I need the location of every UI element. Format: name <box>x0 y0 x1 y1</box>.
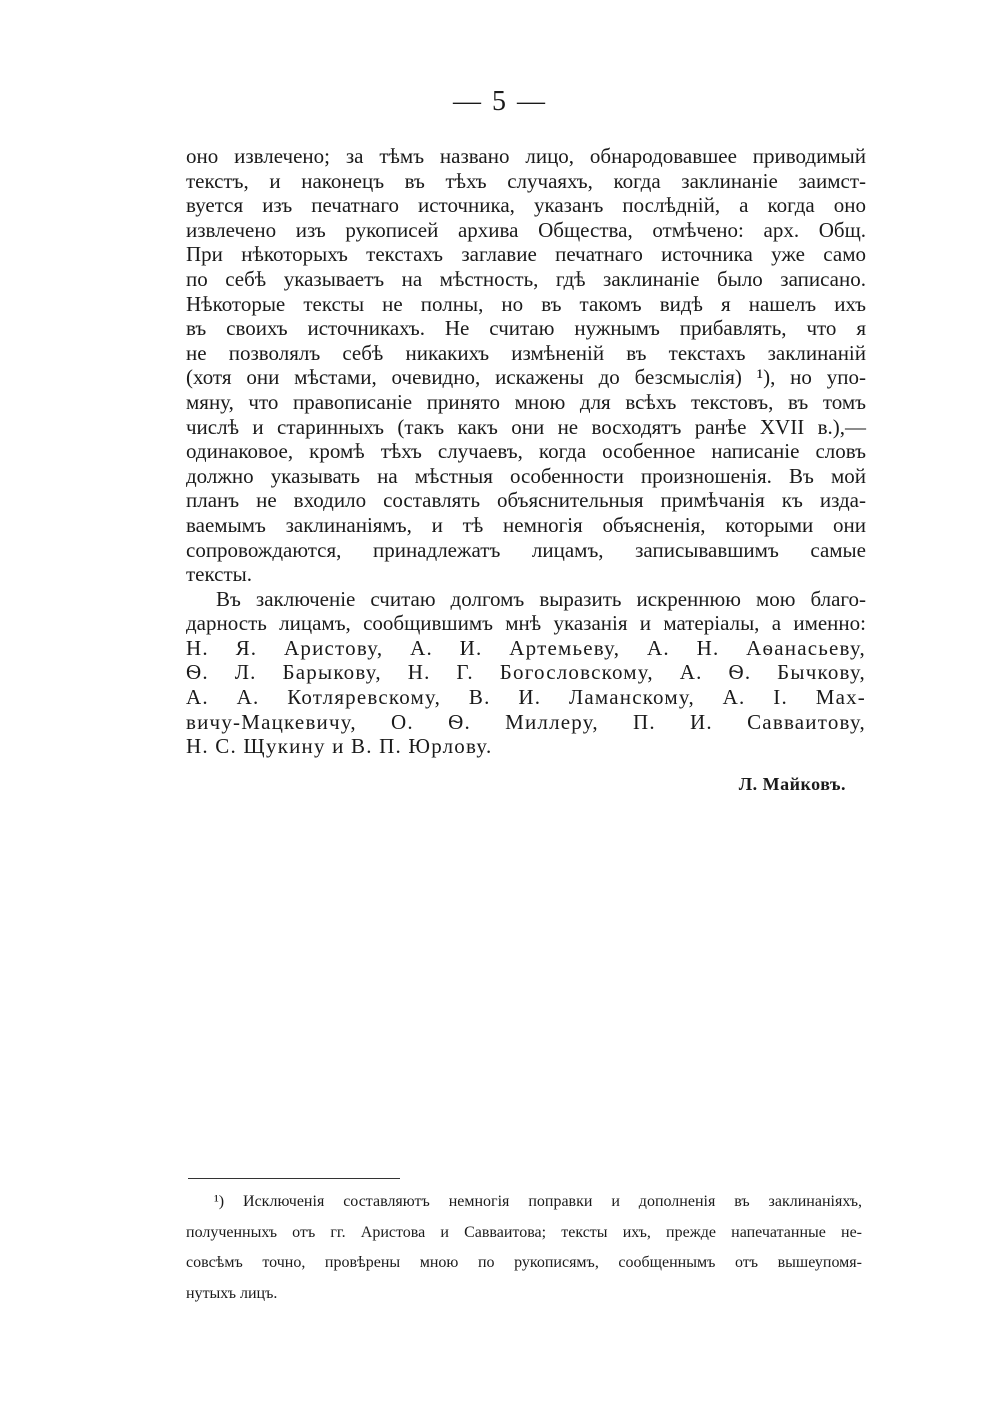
body-line: извлечено изъ рукописей архива Общества, отмѣчено: арх. Общ. <box>186 217 866 242</box>
body-line: А. А. Котляревскому, В. И. Ламанскому, А. І. Мах- <box>186 685 866 710</box>
body-line: (хотя они мѣстами, очевидно, искажены до безсмыслія) ¹), но упо- <box>186 365 866 390</box>
footnote-line: нутыхъ лицъ. <box>186 1284 278 1302</box>
body-line: тексты. <box>186 562 253 587</box>
body-line: должно указывать на мѣстныя особенности произношенія. Въ мой <box>186 463 866 488</box>
body-line: Нѣкоторые тексты не полны, но въ такомъ видѣ я нашелъ ихъ <box>186 291 866 316</box>
body-line: вичу-Мацкевичу, О. Ѳ. Миллеру, П. И. Савваитову, <box>186 709 866 734</box>
body-line: Ѳ. Л. Барыкову, Н. Г. Богословскому, А. Ѳ. Бычкову, <box>186 660 866 685</box>
author-signature: Л. Майковъ. <box>738 774 846 794</box>
body-line: мяну, что правописаніе принято мною для всѣхъ текстовъ, въ томъ <box>186 389 866 414</box>
footnote-divider <box>188 1178 400 1179</box>
body-line: Н. Я. Аристову, А. И. Артемьеву, А. Н. Аѳанасьеву, <box>186 635 866 660</box>
body-line: не позволялъ себѣ никакихъ измѣненій въ текстахъ заклинаній <box>186 340 866 365</box>
body-line: числѣ и старинныхъ (такъ какъ они не восходятъ ранѣе XVII в.),— <box>186 414 866 439</box>
body-text <box>186 144 866 759</box>
body-line: одинаковое, кромѣ тѣхъ случаевъ, когда особенное написаніе словъ <box>186 439 866 464</box>
footnote-line: полученныхъ отъ гг. Аристова и Савваитова; тексты ихъ, прежде напечатанные не- <box>186 1223 862 1241</box>
footnotes <box>186 1187 862 1309</box>
body-line: Въ заключеніе считаю долгомъ выразить искреннюю мою благо- <box>216 586 866 611</box>
body-line: сопровождаются, принадлежатъ лицамъ, записывавшимъ самые <box>186 537 866 562</box>
body-line: дарность лицамъ, сообщившимъ мнѣ указанія и матеріалы, а именно: <box>186 611 866 636</box>
body-line: вуется изъ печатнаго источника, указанъ послѣдній, а когда оно <box>186 193 866 218</box>
body-line: въ своихъ источникахъ. Не считаю нужнымъ прибавлять, что я <box>186 316 866 341</box>
body-line: текстъ, и наконецъ въ тѣхъ случаяхъ, когда заклинаніе заимст- <box>186 168 866 193</box>
body-line: ваемымъ заклинаніямъ, и тѣ немногія объясненія, которыми они <box>186 512 866 537</box>
body-line: Н. С. Щукину и В. П. Юрлову. <box>186 734 493 759</box>
footnote-line: ¹) Исключенія составляютъ немногія поправки и дополненія въ заклинаніяхъ, <box>214 1193 862 1210</box>
body-line: При нѣкоторыхъ текстахъ заглавие печатнаго источника уже само <box>186 242 866 267</box>
page-number: — 5 — <box>453 86 547 117</box>
body-line: оно извлечено; за тѣмъ названо лицо, обнародовавшее приводимый <box>186 144 866 168</box>
footnote-line: совсѣмъ точно, провѣрены мною по рукописямъ, сообщеннымъ отъ вышеупомя- <box>186 1254 862 1271</box>
body-line: планъ не входило составлять объяснительныя примѣчанія къ изда- <box>186 488 866 513</box>
body-line: по себѣ указываетъ на мѣстность, гдѣ заклинаніе было записано. <box>186 266 866 291</box>
